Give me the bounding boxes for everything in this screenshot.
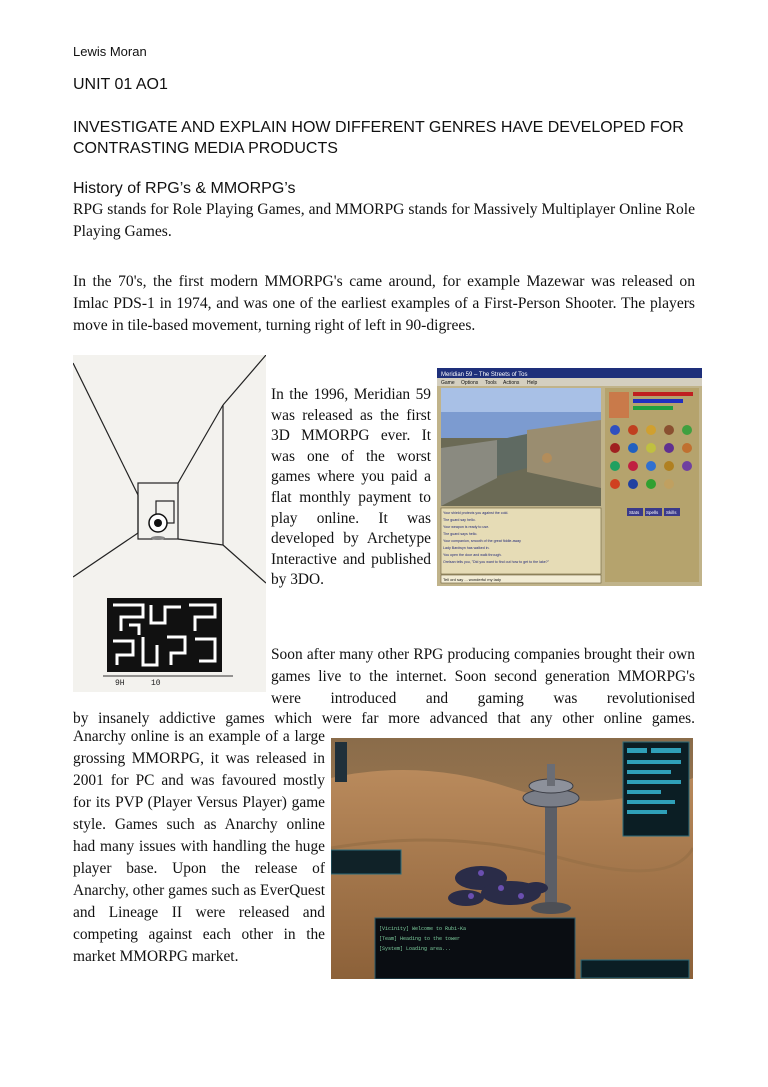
anarchy-chat-line: [System] Loading area... bbox=[379, 946, 452, 952]
meridian-menu-tools: Tools bbox=[485, 380, 497, 386]
meridian-image bbox=[437, 368, 702, 586]
meridian-stats-button: Stats bbox=[629, 510, 640, 515]
addictive-line: by insanely addictive games which were far more advanced that any other online games. bbox=[73, 710, 695, 727]
page-title: INVESTIGATE AND EXPLAIN HOW DIFFERENT GENRES HAVE DEVELOPED FOR CONTRASTING MEDIA PRODUCTS bbox=[73, 119, 684, 157]
unit-code: UNIT 01 AO1 bbox=[73, 76, 168, 93]
meridian-skills-button: Skills bbox=[666, 510, 677, 515]
meridian-chat-line: The guard say hello. bbox=[443, 518, 476, 522]
author-name: Lewis Moran bbox=[73, 44, 147, 59]
seventies-paragraph: In the 70's, the first modern MMORPG's came around, for example Mazewar was released on Imlac PDS-1 in 1974, and was one of the earliest examples of a First-Person Shooter. The players move in tile-based movement, turning right of left in 90-digrees. bbox=[73, 273, 695, 334]
meridian-menu-help: Help bbox=[527, 380, 538, 386]
meridian-chat-input: Tell ord say ... wonderful my lady bbox=[443, 577, 502, 582]
meridian-menu-actions: Actions bbox=[503, 380, 520, 386]
anarchy-paragraph: Anarchy online is an example of a large grossing MMORPG, it was released in 2001 for PC and was favoured mostly for its PVP (Player Versus Player) game style. Games such as Anarchy online had many issues with handling the huge player base. Upon the release of Anarchy, other games such as EverQuest and Lineage II were released and competing against each other in the market MMORPG market. bbox=[73, 728, 326, 965]
section-title: History of RPG’s & MMORPG’s bbox=[73, 180, 296, 197]
meridian-chat-line: Your companion, smooth of the great fiddle-away bbox=[443, 539, 521, 543]
meridian-menu-game: Game bbox=[441, 380, 455, 386]
meridian-chat-line: You open the door and walk through. bbox=[443, 553, 502, 557]
mazewar-score-left: 9H bbox=[115, 679, 125, 688]
meridian-chat-line: Orelsan tells you, "Did you want to find out how to get to the lake?" bbox=[443, 560, 550, 564]
soon-after-paragraph: Soon after many other RPG producing companies brought their own games live to the internet. Soon second generation MMORPG's were introduced and gaming was revolutionised bbox=[271, 646, 695, 707]
anarchy-chat-line: [Vicinity] Welcome to Rubi-Ka bbox=[379, 926, 467, 932]
meridian-spells-button: Spells bbox=[646, 510, 659, 515]
meridian-chat-line: Lady Bardwyn has walked in. bbox=[443, 546, 490, 550]
anarchy-chat-line: [Team] Heading to the tower bbox=[379, 936, 461, 942]
meridian-chat-line: The guard says hello. bbox=[443, 532, 478, 536]
mazewar-score-right: 10 bbox=[151, 679, 161, 688]
anarchy-online-image bbox=[331, 738, 693, 979]
meridian-menu-options: Options bbox=[461, 380, 479, 386]
meridian-chat-line: Your weapon is ready to use. bbox=[443, 525, 490, 529]
meridian-paragraph: In the 1996, Meridian 59 was released as the first 3D MMORPG ever. It was one of the worst games where you paid a flat monthly payment to play online. It was developed by Archetype Interactive and published by 3DO. bbox=[271, 386, 431, 589]
meridian-chat-line: Your shield protects you against the cold. bbox=[443, 511, 509, 515]
intro-paragraph: RPG stands for Role Playing Games, and MMORPG stands for Massively Multiplayer Online Role Playing Games. bbox=[73, 201, 695, 240]
mazewar-image bbox=[73, 355, 266, 692]
meridian-window-title: Meridian 59 – The Streets of Tos bbox=[441, 372, 528, 378]
